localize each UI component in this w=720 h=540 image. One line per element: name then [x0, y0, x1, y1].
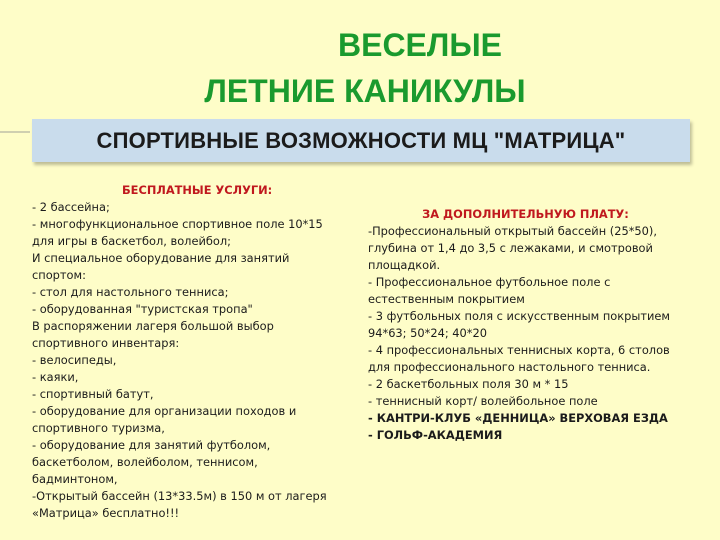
list-item: - 4 профессиональных теннисных корта, 6 столов: [368, 343, 670, 357]
list-item: для профессионального настольного тенниса.: [368, 360, 651, 374]
list-item: естественным покрытием: [368, 292, 525, 306]
list-item: спортом:: [32, 268, 86, 282]
list-item: площадкой.: [368, 258, 441, 272]
list-item: - оборудованная "туристская тропа": [32, 302, 253, 316]
title-line-2: ЛЕТНИЕ КАНИКУЛЫ: [204, 73, 526, 109]
list-item: - оборудование для организации походов и: [32, 404, 297, 418]
list-item: - спортивный батут,: [32, 387, 154, 401]
list-item: - КАНТРИ-КЛУБ «ДЕННИЦА» ВЕРХОВАЯ ЕЗДА: [368, 411, 668, 425]
list-item: 94*63; 50*24; 40*20: [368, 326, 487, 340]
list-item: баскетболом, волейболом, теннисом,: [32, 455, 258, 469]
list-item: -Открытый бассейн (13*33.5м) в 150 м от лагеря: [32, 489, 327, 503]
list-item: - 2 бассейна;: [32, 200, 110, 214]
list-item: - оборудование для занятий футболом,: [32, 438, 271, 452]
list-item: - велосипеды,: [32, 353, 117, 367]
divider: [0, 131, 30, 133]
list-item: глубина от 1,4 до 3,5 с лежаками, и смотровой: [368, 241, 653, 255]
list-item: - теннисный корт/ волейбольное поле: [368, 394, 598, 408]
section-banner: [32, 119, 690, 162]
list-item: -Профессиональный открытый бассейн (25*50),: [368, 224, 657, 238]
list-item: - стол для настольного тенниса;: [32, 285, 229, 299]
list-item: И специальное оборудование для занятий: [32, 251, 290, 265]
title-line-1: ВЕСЕЛЫЕ: [337, 27, 503, 63]
paid-services-list: [368, 223, 703, 444]
free-services-heading: БЕСПЛАТНЫЕ УСЛУГИ:: [122, 183, 273, 197]
list-item: спортивного туризма,: [32, 421, 165, 435]
list-item: «Матрица» бесплатно!!!: [32, 506, 180, 520]
list-item: - 3 футбольных поля с искусственным покрытием: [368, 309, 670, 323]
paid-services-column: [368, 206, 703, 444]
list-item: бадминтоном,: [32, 472, 118, 486]
list-item: - Профессиональное футбольное поле с: [368, 275, 611, 289]
list-item: спортивного инвентаря:: [32, 336, 180, 350]
page-title: [0, 22, 720, 114]
free-services-list: [32, 199, 352, 522]
list-item: - ГОЛЬФ-АКАДЕМИЯ: [368, 428, 503, 442]
list-item: - каяки,: [32, 370, 79, 384]
list-item: для игры в баскетбол, волейбол;: [32, 234, 231, 248]
list-item: - 2 баскетбольных поля 30 м * 15: [368, 377, 569, 391]
paid-services-heading: ЗА ДОПОЛНИТЕЛЬНУЮ ПЛАТУ:: [422, 207, 629, 221]
list-item: - многофункциональное спортивное поле 10*15: [32, 217, 323, 231]
banner-text: СПОРТИВНЫЕ ВОЗМОЖНОСТИ МЦ "МАТРИЦА": [96, 127, 626, 153]
list-item: В распоряжении лагеря большой выбор: [32, 319, 274, 333]
free-services-column: [32, 182, 352, 522]
